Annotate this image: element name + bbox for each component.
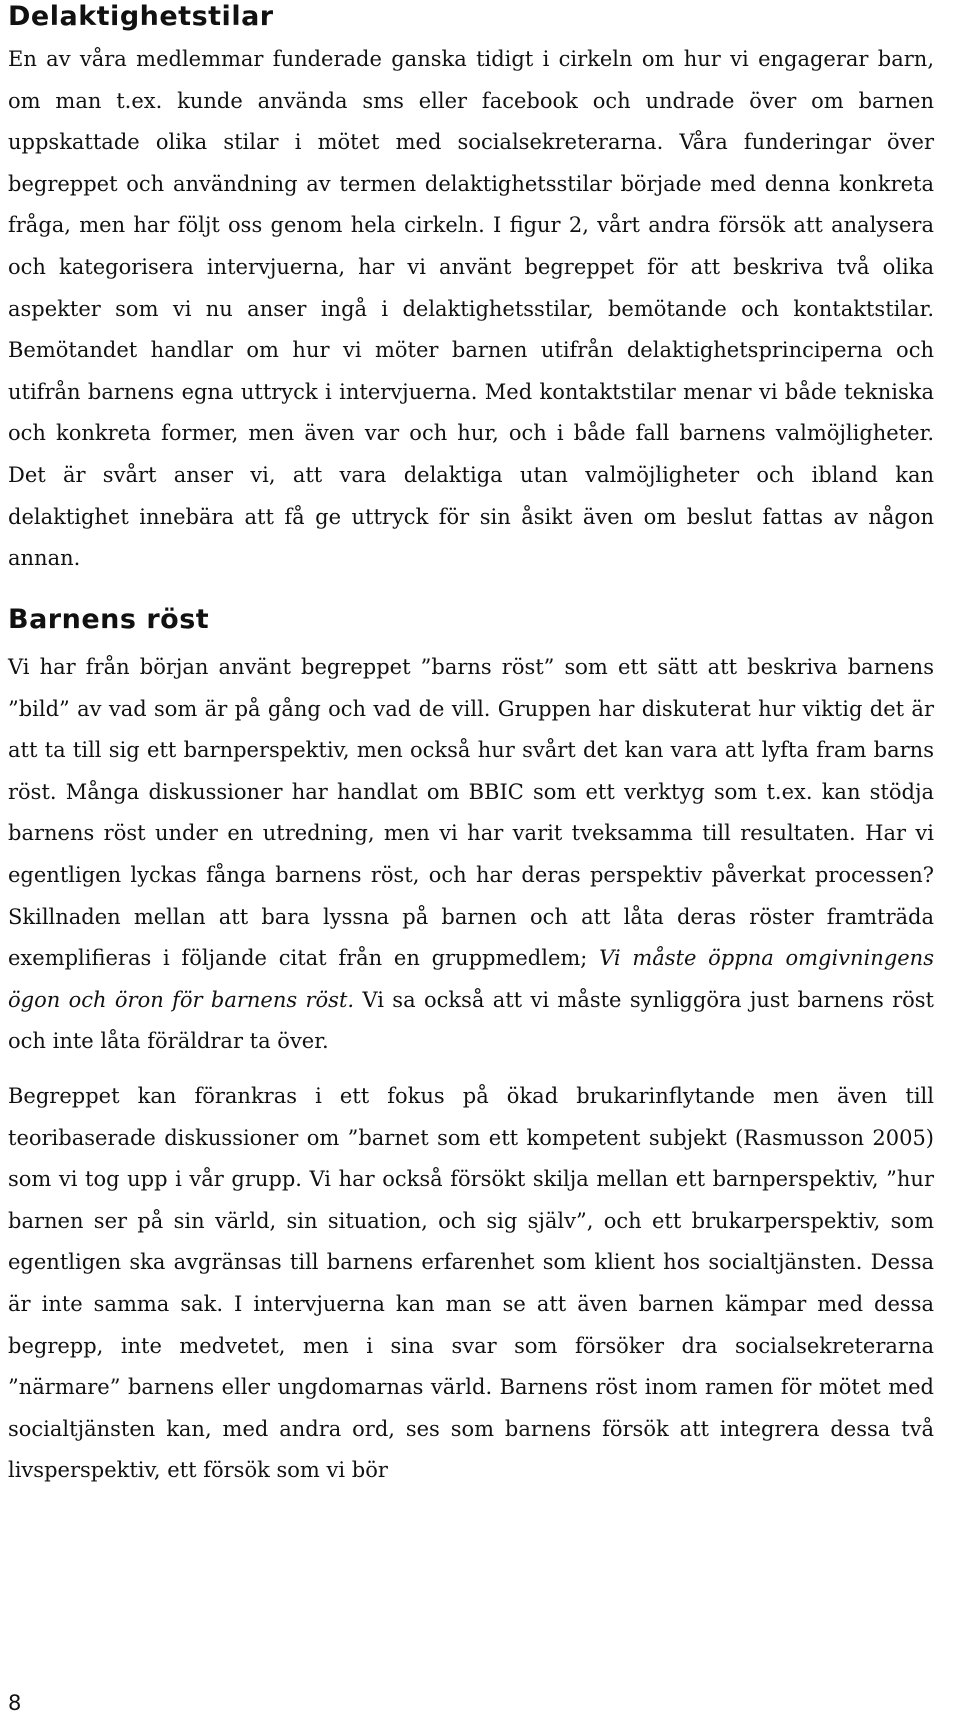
paragraph-text-before-quote: Vi har från början använt begreppet ”barns röst” som ett sätt att beskriva barnens ”bild” av vad som är på gång och vad de vill. Gruppen har diskuterat hur viktig det är att ta till sig ett barnperspektiv, men också hur svårt det kan vara att lyfta fram barns röst. Många diskussioner har handlat om BBIC som ett verktyg som t.ex. kan stödja barnens röst under en utredning, men vi har varit tveksamma till resultaten. Har vi egentligen lyckas fånga barnens röst, och har deras perspektiv påverkat processen? Skillnaden mellan att bara lyssna på barnen och att låta deras röster framträda exemplifieras i följande citat från en gruppmedlem; [8, 655, 934, 971]
paragraph-begreppet: Begreppet kan förankras i ett fokus på ökad brukarinflytande men även till teoribaserade diskussioner om ”barnet som ett kompetent subjekt (Rasmusson 2005) som vi tog upp i vår grupp. Vi har också försökt skilja mellan ett barnperspektiv, ”hur barnen ser på sin värld, sin situation, och sig själv”, och ett brukarperspektiv, som egentligen ska avgränsas till barnens erfarenhet som klient hos socialtjänsten. Dessa är inte samma sak. I intervjuerna kan man se att även barnen kämpar med dessa begrepp, inte medvetet, men i sina svar som försöker dra socialsekreterarna ”närmare” barnens eller ungdomarnas värld. Barnens röst inom ramen för mötet med socialtjänsten kan, med andra ord, ses som barnens försök att integrera dessa två livsperspektiv, ett försök som vi bör [8, 1084, 934, 1483]
paragraph-text-after-quote: Vi sa också att vi måste synliggöra just barnens röst och inte låta föräldrar ta över. [8, 987, 934, 1054]
paragraph-barnens-rost [8, 647, 934, 1063]
paragraph-delaktighetstilar: En av våra medlemmar funderade ganska tidigt i cirkeln om hur vi engagerar barn, om man t.ex. kunde använda sms eller facebook och undrade över om barnen uppskattade olika stilar i mötet med socialsekreterarna. Våra funderingar över begreppet och användning av termen delaktighetsstilar började med denna konkreta fråga, men har följt oss genom hela cirkeln. I figur 2, vårt andra försök att analysera och kategorisera intervjuerna, har vi använt begreppet för att beskriva två olika aspekter som vi nu anser ingå i delaktighetsstilar, bemötande och kontaktstilar. Bemötandet handlar om hur vi möter barnen utifrån delaktighetsprinciperna och utifrån barnens egna uttryck i intervjuerna. Med kontaktstilar menar vi både tekniska och konkreta former, men även var och hur, och i både fall barnens valmöjligheter. Det är svårt anser vi, att vara delaktiga utan valmöjligheter och ibland kan delaktighet innebära att få ge uttryck för sin åsikt även om beslut fattas av någon annan. [8, 47, 934, 571]
section-heading-barnens-rost: Barnens röst [8, 604, 210, 635]
italic-quote: Vi måste öppna omgivningens ögon och öron för barnens röst. [8, 946, 934, 1012]
section-heading-delaktighetstilar: Delaktighetstilar [8, 1, 274, 32]
page-number: 8 [8, 1691, 22, 1715]
